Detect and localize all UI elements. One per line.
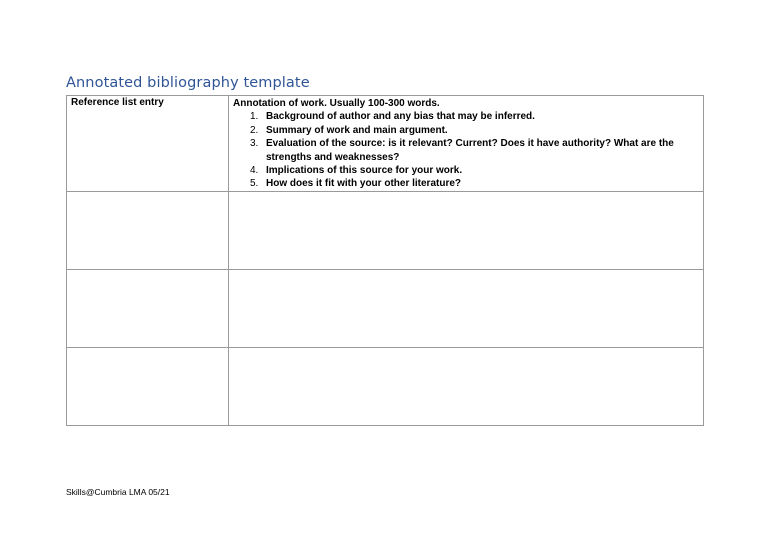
table-header-row xyxy=(67,96,704,192)
footer-text: Skills@Cumbria LMA 05/21 xyxy=(66,487,170,497)
criteria-number: 2. xyxy=(250,124,259,136)
reference-cell[interactable] xyxy=(67,347,229,425)
annotation-cell[interactable] xyxy=(229,347,704,425)
annotation-header xyxy=(229,96,704,192)
annotation-intro: Annotation of work. Usually 100-300 words. xyxy=(233,98,440,109)
annotation-criteria-list xyxy=(233,110,703,190)
criteria-number: 4. xyxy=(250,165,259,177)
criteria-text: Implications of this source for your work. xyxy=(266,165,463,177)
criteria-item xyxy=(233,164,703,177)
table-row xyxy=(67,347,704,425)
annotation-cell[interactable] xyxy=(229,269,704,347)
page-title: Annotated bibliography template xyxy=(66,75,310,91)
criteria-number: 5. xyxy=(250,178,259,190)
reference-list-entry-header: Reference list entry xyxy=(67,96,229,192)
criteria-number: 1. xyxy=(250,111,259,123)
bibliography-table xyxy=(66,95,704,426)
criteria-item xyxy=(233,177,703,190)
criteria-text: Background of author and any bias that may be inferred. xyxy=(266,111,535,123)
criteria-item xyxy=(233,124,703,137)
reference-cell[interactable] xyxy=(67,191,229,269)
table-row xyxy=(67,191,704,269)
reference-cell[interactable] xyxy=(67,269,229,347)
criteria-item xyxy=(233,137,703,164)
table-row xyxy=(67,269,704,347)
criteria-text: How does it fit with your other literature? xyxy=(266,178,462,190)
annotation-cell[interactable] xyxy=(229,191,704,269)
criteria-text: Evaluation of the source: is it relevant? Current? Does it have authority? What are the strengths and weaknesses? xyxy=(266,138,674,163)
criteria-number: 3. xyxy=(250,138,259,150)
criteria-item xyxy=(233,110,703,123)
criteria-text: Summary of work and main argument. xyxy=(266,124,448,136)
